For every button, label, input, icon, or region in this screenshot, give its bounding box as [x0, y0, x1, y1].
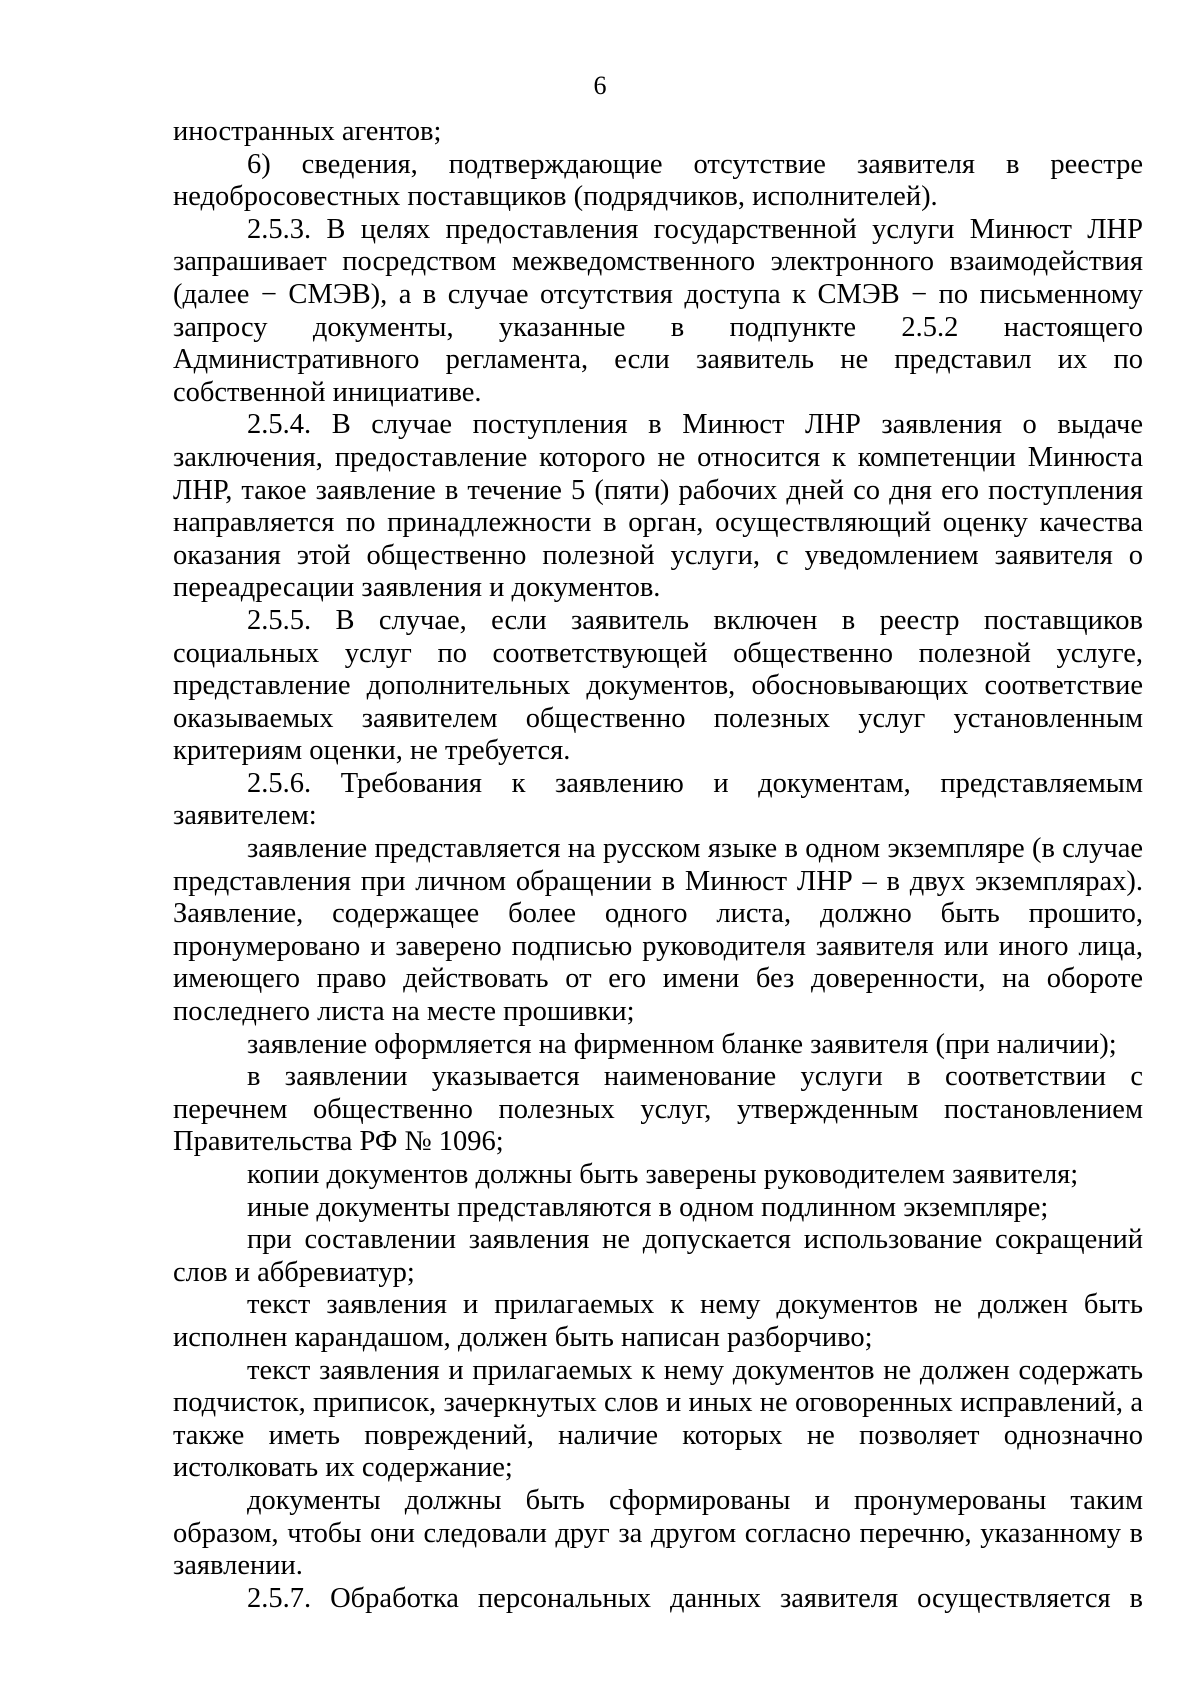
paragraph-requirement-letterhead: заявление оформляется на фирменном бланке заявителя (при наличии); — [247, 1028, 1117, 1060]
paragraph-item-6: 6) сведения, подтверждающие отсутствие заявителя в реестре недобросовестных поставщиков (подрядчиков, исполнителей). — [173, 148, 1143, 213]
document-body — [173, 116, 1143, 1615]
paragraph-requirement-abbreviations: при составлении заявления не допускается использование сокращений слов и аббревиатур; — [173, 1224, 1143, 1288]
paragraph-requirement-service-name: в заявлении указывается наименование услуги в соответствии с перечнем общественно полезных услуг, утвержденным постановлением Правительства РФ № 1096; — [173, 1061, 1143, 1158]
paragraph-2-5-4: 2.5.4. В случае поступления в Минюст ЛНР заявления о выдаче заключения, предоставление которого не относится к компетенции Минюста ЛНР, такое заявление в течение 5 (пяти) рабочих дней со дня его поступления направляется по принадлежности в орган, осуществляющий оценку качества оказания этой общественно полезной услуги, с уведомлением заявителя о переадресации заявления и документов. — [173, 409, 1143, 604]
paragraph-requirement-language: заявление представляется на русском языке в одном экземпляре (в случае представления при личном обращении в Минюст ЛНР – в двух экземплярах). Заявление, содержащее более одного листа, должно быть прошито, пронумеровано и заверено подписью руководителя заявителя или иного лица, имеющего право действовать от его имени без доверенности, на обороте последнего листа на месте прошивки; — [173, 833, 1143, 1028]
paragraph-2-5-7: 2.5.7. Обработка персональных данных заявителя осуществляется в — [247, 1582, 1143, 1614]
paragraph-2-5-6: 2.5.6. Требования к заявлению и документам, представляемым заявителем: — [173, 767, 1143, 832]
paragraph-foreign-agents: иностранных агентов; — [173, 116, 442, 147]
paragraph-requirement-order: документы должны быть сформированы и пронумерованы таким образом, чтобы они следовали друг за другом согласно перечню, указанному в заявлении. — [173, 1484, 1143, 1582]
paragraph-requirement-copies: копии документов должны быть заверены руководителем заявителя; — [247, 1159, 1079, 1190]
paragraph-requirement-corrections: текст заявления и прилагаемых к нему документов не должен содержать подчисток, приписок, зачеркнутых слов и иных не оговоренных исправлений, а также иметь повреждений, наличие которых не позволяет однозначно истолковать их содержание; — [173, 1354, 1143, 1484]
paragraph-2-5-3: 2.5.3. В целях предоставления государственной услуги Минюст ЛНР запрашивает посредством межведомственного электронного взаимодействия (далее − СМЭВ), а в случае отсутствия доступа к СМЭВ − по письменному запросу документы, указанные в подпункте 2.5.2 настоящего Административного регламента, если заявитель не представил их по собственной инициативе. — [173, 213, 1143, 408]
paragraph-requirement-pencil: текст заявления и прилагаемых к нему документов не должен быть исполнен карандашом, должен быть написан разборчиво; — [173, 1289, 1143, 1353]
paragraph-requirement-originals: иные документы представляются в одном подлинном экземпляре; — [247, 1191, 1049, 1223]
paragraph-2-5-5: 2.5.5. В случае, если заявитель включен в реестр поставщиков социальных услуг по соответствующей общественно полезной услуге, представление дополнительных документов, обосновывающих соответствие оказываемых заявителем общественно полезных услуг установленным критериям оценки, не требуется. — [173, 604, 1143, 767]
page-number: 6 — [593, 71, 607, 100]
